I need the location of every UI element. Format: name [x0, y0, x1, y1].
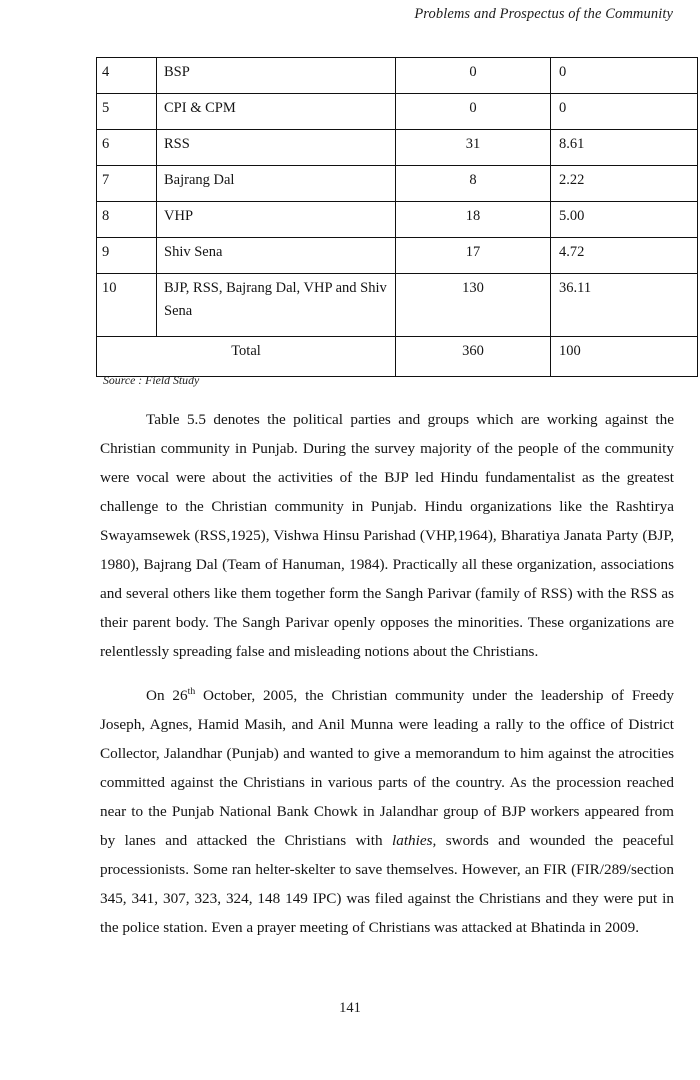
- table-row: [97, 166, 698, 202]
- ordinal-suffix: th: [187, 685, 196, 697]
- paragraph-block-one: [100, 405, 674, 666]
- cell-party-name: BSP: [157, 58, 396, 94]
- cell-percentage: 2.22: [551, 166, 698, 202]
- cell-respondents: 0: [396, 94, 551, 130]
- cell-total-respondents: 360: [396, 337, 551, 377]
- text-narrative-part-three: swords and wounded the peaceful processionists. Some ran helter-skelter to save themselves. However, an FIR (FIR/289/section 345, 341, 307, 323, 324, 148 149 IPC) was filed against the Christians and they were put in the police station. Even a prayer meeting of Christians was attacked at Bhatinda in 2009.: [100, 832, 675, 936]
- paragraph-table-description: Table 5.5 denotes the political parties and groups which are working against the Christian community in Punjab. During the survey majority of the people of the community were vocal were about the activities of the BJP led Hindu fundamentalist as the greatest challenge to the Christian community in Punjab. Hindu organizations like the Rashtirya Swayamsewek (RSS,1925), Vishwa Hinsu Parishad (VHP,1964), Bharatiya Janata Party (BJP, 1980), Bajrang Dal (Team of Hanuman, 1984). Practically all these organization, associations and several others like them together form the Sangh Parivar (family of RSS) with the RSS as their parent body. The Sangh Parivar openly opposes the minorities. These organizations are relentlessly spreading false and misleading notions about the Christians.: [100, 411, 674, 660]
- cell-party-name: BJP, RSS, Bajrang Dal, VHP and Shiv Sena: [157, 274, 396, 337]
- paragraph-block-two: [100, 681, 674, 942]
- table-body: [97, 58, 698, 377]
- cell-sl: 4: [97, 58, 157, 94]
- cell-sl: 8: [97, 202, 157, 238]
- cell-respondents: 18: [396, 202, 551, 238]
- cell-sl: 10: [97, 274, 157, 337]
- table-row: [97, 238, 698, 274]
- running-header: Problems and Prospectus of the Community: [414, 6, 673, 22]
- table-row: [97, 130, 698, 166]
- text-narrative-part-two: October, 2005, the Christian community under the leadership of Freedy Joseph, Agnes, Hamid Masih, and Anil Munna were leading a rally to the office of District Collector, Jalandhar (Punjab) and wanted to give a memorandum to him against the atrocities committed against the Christians in various parts of the country. As the procession reached near to the Punjab National Bank Chowk in Jalandhar group of BJP workers appeared from by lanes and attacked the Christians with: [100, 687, 674, 849]
- text-date-prefix: On 26: [146, 687, 188, 704]
- cell-percentage: 0: [551, 94, 698, 130]
- cell-percentage: 5.00: [551, 202, 698, 238]
- cell-sl: 6: [97, 130, 157, 166]
- text-italic-lathies: lathies,: [392, 832, 437, 849]
- page-number: 141: [339, 1000, 361, 1016]
- table-total-row: [97, 337, 698, 377]
- cell-sl: 5: [97, 94, 157, 130]
- political-parties-table: [96, 57, 698, 377]
- cell-total-label: Total: [97, 337, 396, 377]
- cell-respondents: 130: [396, 274, 551, 337]
- cell-percentage: 36.11: [551, 274, 698, 337]
- cell-party-name: Shiv Sena: [157, 238, 396, 274]
- cell-percentage: 8.61: [551, 130, 698, 166]
- cell-percentage: 4.72: [551, 238, 698, 274]
- cell-party-name: VHP: [157, 202, 396, 238]
- cell-percentage: 0: [551, 58, 698, 94]
- table-row: [97, 58, 698, 94]
- cell-respondents: 0: [396, 58, 551, 94]
- table-row: [97, 274, 698, 337]
- paragraph-incident-narrative: [100, 681, 674, 942]
- cell-sl: 7: [97, 166, 157, 202]
- table-row: [97, 202, 698, 238]
- table-5-5-container: [96, 57, 673, 377]
- cell-party-name: CPI & CPM: [157, 94, 396, 130]
- cell-respondents: 31: [396, 130, 551, 166]
- cell-respondents: 8: [396, 166, 551, 202]
- cell-party-name: RSS: [157, 130, 396, 166]
- cell-party-name: Bajrang Dal: [157, 166, 396, 202]
- table-source-note: Source : Field Study: [103, 373, 200, 387]
- cell-sl: 9: [97, 238, 157, 274]
- cell-total-percentage: 100: [551, 337, 698, 377]
- table-row: [97, 94, 698, 130]
- cell-respondents: 17: [396, 238, 551, 274]
